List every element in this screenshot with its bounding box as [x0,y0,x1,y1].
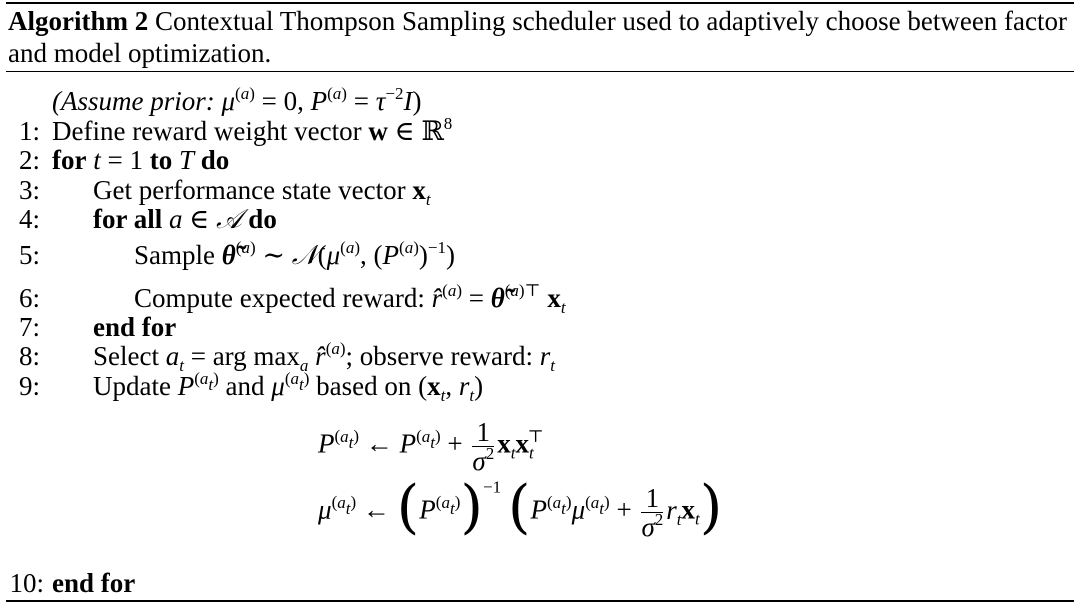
algorithm-label: Algorithm 2 [8,6,149,36]
line-number: 2: [18,145,40,175]
assume-prior: (Assume prior: $\mu^{(a)} = 0$, $P^{(a)} = \tau^{-2}I$) [52,84,422,116]
line-number: 4: [18,204,40,234]
algorithm-line-2: for t = 1 to T do [52,145,230,175]
algorithm-line-9: Update $P^{(a_t)}$ and $\mu^{(a_t)}$ based on ($x_t$, $r_t$) [93,369,484,405]
algorithm-line-4: for all a ∈ 𝒜 do [93,204,277,234]
line-number: 9: [18,371,40,401]
algorithm-line-8: Select $a_t$ = arg $\max_a$ r̂$^{(a)}$; observe reward: $r_t$ [93,339,555,375]
algorithm-line-10: end for [52,568,136,598]
line-number: 7: [18,312,40,342]
algorithm-line-6: Compute expected reward: r̂$^{(a)}$ = θ̃$^{(a)⊤}$ $x_t$ [134,281,566,317]
top-rule [6,2,1074,4]
algorithm-title: Contextual Thompson Sampling scheduler used to adaptively choose between factor and model optimization. [8,6,1068,68]
algorithm-line-7: end for [93,312,177,342]
update-equation-precision: $P^{(a_t)}$ ← $P^{(a_t)}$ + $\frac{1}{\sigma^2}$ $x_tx_t^⊤$ [318,417,544,476]
line-number: 10: [9,568,44,598]
algorithm-caption [8,5,1076,69]
algorithm-line-3: Get performance state vector $x_t$ [93,175,431,209]
fraction: $\frac{1}{\sigma^2}$ [641,483,664,542]
update-equation-mean: $\mu^{(a_t)}$ ← $(P^{(a_t)})^{-1}$ ($P^{(a_t)}\mu^{(a_t)}$ + $\frac{1}{\sigma^2}$ $r_tx_t$) [318,472,723,542]
bottom-rule [6,600,1074,602]
line-number: 6: [18,283,40,313]
line-number: 8: [18,341,40,371]
line-number: 3: [18,175,40,205]
line-number: 1: [18,116,40,146]
line-number: 5: [18,240,40,270]
algorithm-line-5: Sample θ̃$^{(a)}$ ∼ $𝒩(\mu^{(a)}$, $(P^{(a)})^{-1}$) [134,238,455,270]
fraction: $\frac{1}{\sigma^2}$ [472,417,495,476]
algorithm-line-1: Define reward weight vector w ∈ ℝ$^8$ [52,114,453,146]
caption-rule [6,71,1074,72]
